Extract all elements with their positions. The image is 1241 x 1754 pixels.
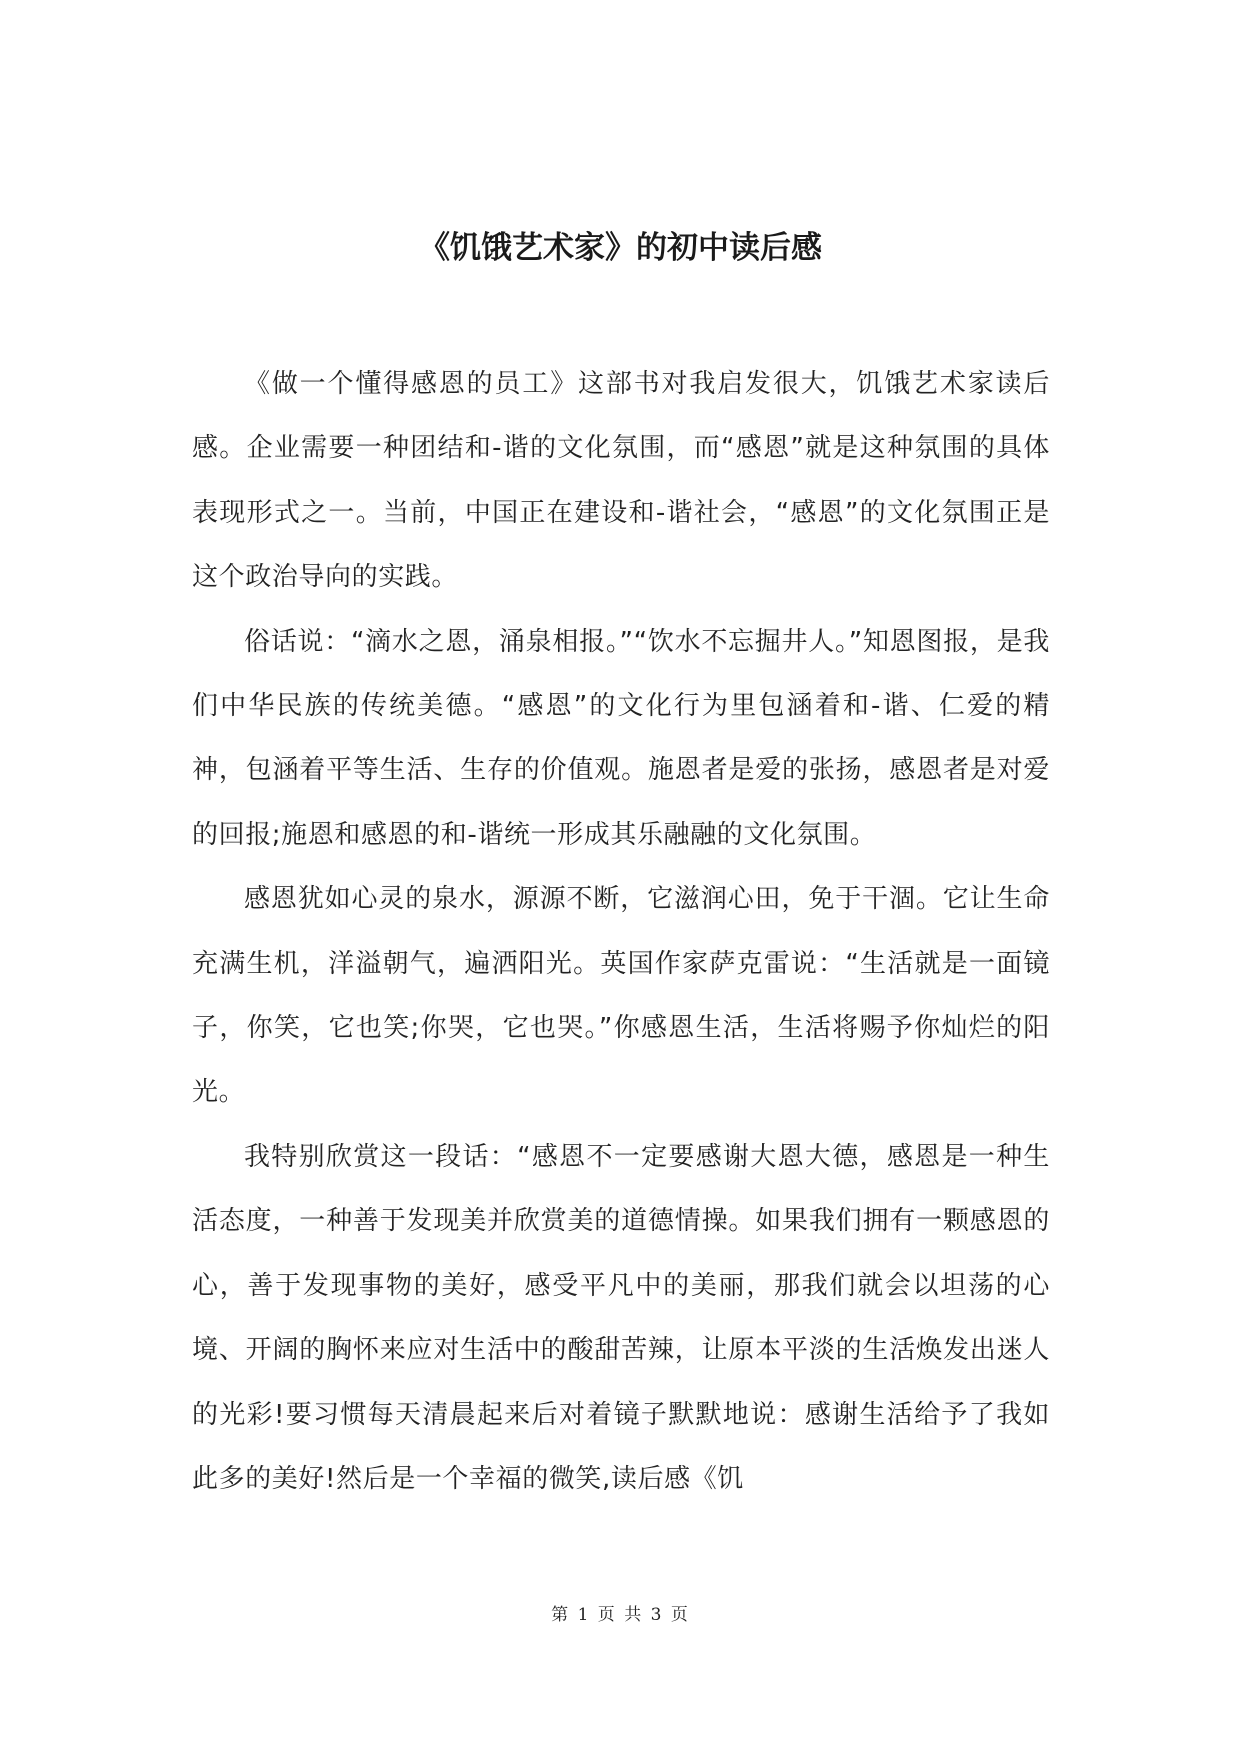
paragraph-2: 俗话说：“滴水之恩，涌泉相报。”“饮水不忘掘井人。”知恩图报，是我们中华民族的传统美德。“感恩”的文化行为里包涵着和-谐、仁爱的精神，包涵着平等生活、生存的价值观。施恩者是爱的张扬，感恩者是对爱的回报;施恩和感恩的和-谐统一形成其乐融融的文化氛围。 xyxy=(192,626,1050,850)
paragraph-1: 《做一个懂得感恩的员工》这部书对我启发很大，饥饿艺术家读后感。企业需要一种团结和-谐的文化氛围，而“感恩”就是这种氛围的具体表现形式之一。当前，中国正在建设和-谐社会，“感恩”的文化氛围正是这个政治导向的实践。 xyxy=(192,369,1050,593)
document-body xyxy=(192,352,1050,1511)
paragraph-3: 感恩犹如心灵的泉水，源源不断，它滋润心田，免于干涸。它让生命充满生机，洋溢朝气，遍洒阳光。英国作家萨克雷说：“生活就是一面镜子，你笑，它也笑;你哭，它也哭。”你感恩生活，生活将赐予你灿烂的阳光。 xyxy=(192,884,1050,1108)
page-number-footer: 第 1 页 共 3 页 xyxy=(551,1605,690,1625)
paragraph-4: 我特别欣赏这一段话：“感恩不一定要感谢大恩大德，感恩是一种生活态度，一种善于发现美并欣赏美的道德情操。如果我们拥有一颗感恩的心，善于发现事物的美好，感受平凡中的美丽，那我们就会以坦荡的心境、开阔的胸怀来应对生活中的酸甜苦辣，让原本平淡的生活焕发出迷人的光彩!要习惯每天清晨起来后对着镜子默默地说：感谢生活给予了我如此多的美好!然后是一个幸福的微笑,读后感《饥 xyxy=(192,1141,1050,1494)
document-title: 《饥饿艺术家》的初中读后感 xyxy=(419,230,822,266)
